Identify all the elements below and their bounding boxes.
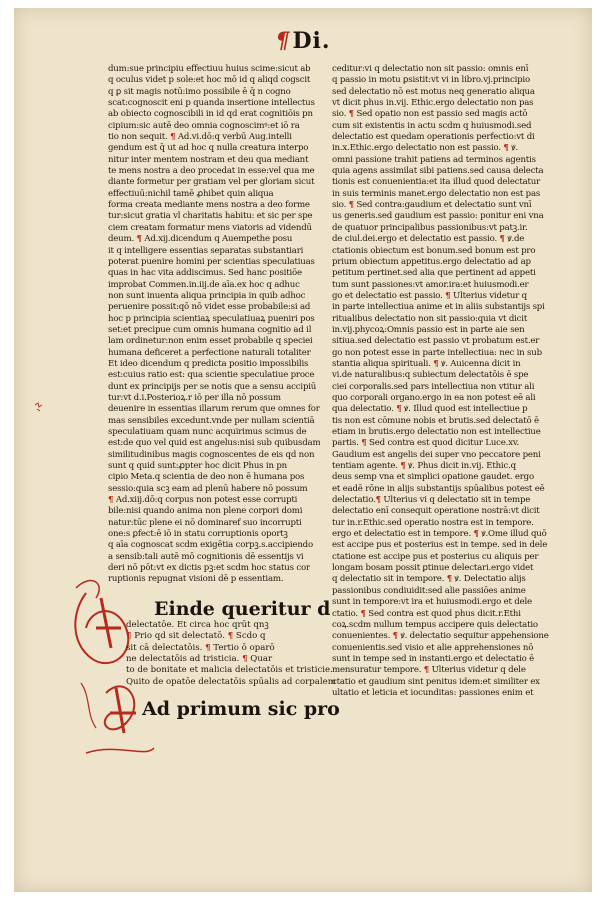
- right-column-line: delectatio enī consequit operatione nostrā:vt dicit: [332, 506, 540, 517]
- left-column-line: ab obiecto cognoscibili in id qd erat cognitiōis pn: [108, 109, 313, 120]
- right-column-line: sitiua.sed delectatio est passio vt probatum est.er: [332, 336, 540, 347]
- small-block-line: sit cā delectatōis. ¶ Tertio ō oparō: [126, 642, 275, 653]
- left-column-line: similitudinibus magis cognoscentes de eis qd non: [108, 449, 315, 460]
- right-column-line: delectatio.¶ Ulterius vi q delectatio sit in tempe: [332, 495, 531, 506]
- left-column-line: speculatiuam quam nunc acquirimus scimus de: [108, 427, 307, 437]
- right-column-line: ctatio. ¶ Sed contra est quod phus dicit.r.Ethi: [332, 608, 521, 619]
- right-column-line: q delectatio sit in tempore. ¶ ꝟ. Delectatio alijs: [332, 574, 526, 585]
- left-column-line: ruptionis repugnat visioni dē p essentiam.: [108, 574, 284, 585]
- left-column-line: humana deficeret a perfectione naturali totaliter: [108, 347, 311, 358]
- right-column-line: vi.de naturalibus:q subiectum delectatōis ē spe: [332, 370, 529, 381]
- right-column-line: etiam in brutis.ergo delectatio non est intellectiue: [332, 427, 541, 437]
- page-header: [14, 28, 592, 54]
- right-column-line: quia agens assimilat sibi patiens.sed causa delecta: [332, 166, 544, 177]
- left-column-line: cipio Meta.q scientia de deo non ē humana pos: [108, 472, 305, 483]
- right-column-line: tur in.r.Ethic.sed operatio nostra est in tempore.: [332, 517, 534, 528]
- small-block-line: to de bonitate et malicia delectatōis et tristicie.: [126, 665, 333, 676]
- left-column-line: diante formetur per gratiam vel per gloriam sicut: [108, 177, 315, 188]
- right-column-line: passionibus condiuidit:sed alie passiōes anime: [332, 585, 526, 596]
- right-column-line: quo corporali organo.ergo in ea non potest eē ali: [332, 392, 536, 403]
- left-column-line: quas in hac vita addiscimus. Sed hanc positiōe: [108, 268, 302, 279]
- right-column-line: in parte intellectiua anime et in aliis substantijs spi: [332, 302, 545, 313]
- left-column-line: cipium:sic autē deo omnia cognoscimꝰ:et iō ra: [108, 120, 300, 131]
- right-column-line: deus semp vna et simplici opatione gaudet. ergo: [332, 472, 534, 483]
- left-column-line: mas sensibiles excedunt.vnde per nullam scientiā: [108, 415, 315, 426]
- left-column-line: est:cuius ratio est: qua scientie speculatiue proce: [108, 370, 315, 381]
- left-column-line: tur:vt d.i.Posterioꝝ.r iō per illa nō possum: [108, 392, 281, 403]
- first-article-heading: Ad primum sic pro: [142, 698, 340, 720]
- left-column-line: tur:sicut gratia vl charitatis habitu: et sic per spe: [108, 211, 313, 222]
- right-column-line: ceditur:vi q delectatio non sit passio: omnis enī: [332, 64, 529, 74]
- left-column-line: ¶ Ad.xiij.dō:q corpus non potest esse corrupti: [108, 495, 298, 506]
- left-column-line: one:s ꝑfect:ē iō in statu corruptionis oportꝫ: [108, 529, 288, 540]
- right-column-line: in.vij.phycoꝝ:Omnis passio est in parte aie sen: [332, 324, 525, 335]
- right-column-line: sed delectatio nō est motus neq generatio aliqua: [332, 86, 535, 97]
- left-column-line: non sunt inuenta aliqua principia in quib adhoc: [108, 290, 306, 301]
- right-column-line: go non potest esse in parte intellectiua: nec in sub: [332, 347, 542, 358]
- right-column-line: us generis.sed gaudium est passio: ponitur eni vna: [332, 211, 544, 222]
- small-block-line: ne delectatōis ad tristicia. ¶ Quar: [126, 654, 273, 665]
- chapter-incipit: Einde queritur d: [154, 598, 331, 620]
- left-column-line: improbat Commen.in.iij.de aīa.ex hoc q adhuc: [108, 279, 300, 290]
- right-column-line: delectatio est quedam operationis perfectio:vt di: [332, 132, 535, 143]
- left-column-line: deum. ¶ Ad.xij.dicendum q Auempethe posu: [108, 234, 293, 245]
- left-column-line: est:de quo vel quid est angelus:nisi sub quibusdam: [108, 438, 320, 449]
- right-column-line: partis. ¶ Sed contra est quod dicitur Luce.xv.: [332, 438, 520, 449]
- right-column-line: sunt in tempore:vt ira et huiusmodi.ergo et dele: [332, 597, 532, 608]
- right-column-line: in suis terminis manet.ergo delectatio non est pas: [332, 188, 541, 199]
- right-column-line: ritualibus delectatio non sit passio:quia vt dicit: [332, 313, 528, 324]
- right-column-line: prium obiectum appetitus.ergo delectatio ad ap: [332, 256, 531, 267]
- right-column-line: mensuratur tempore. ¶ Ulterius videtur q dele: [332, 665, 526, 676]
- right-column-line: tentiam agente. ¶ ꝟ. Phus dicit in.vij. Ethic.q: [332, 461, 516, 472]
- right-column-line: qua delectatio. ¶ ꝟ. Illud quod est intellectiue p: [332, 404, 528, 415]
- left-column-line: tio non sequit. ¶ Ad.vi.dō:q verbū Aug.intelli: [108, 132, 292, 143]
- left-column-line: peruenire possit:qō nō videt esse probabile:si ad: [108, 302, 311, 313]
- right-column-line: ciei corporalis.sed pars intellectiua non vtitur ali: [332, 381, 535, 392]
- left-column-line: natur:tūc plene ei nō dominaref suo incorrupti: [108, 517, 302, 528]
- right-column-line: de quatuor principalibus passionibus:vt patꝫ.ir.: [332, 222, 528, 233]
- left-column-line: dunt ex principijs per se notis que a sensu accipiū: [108, 381, 317, 392]
- left-column-line: ciem creatam formatur mens viatoris ad videndū: [108, 222, 312, 233]
- left-column-line: a sensib:tali autē mō cognitionis dē essentijs vi: [108, 551, 304, 562]
- left-column-line: deri nō pōt:vt ex dictis pꝫ:et scdm hoc status cor: [108, 563, 310, 574]
- left-column-line: forma creata mediante mens nostra a deo forme: [108, 200, 310, 211]
- right-column-line: sunt in tempe sed in instanti.ergo et delectatio ē: [332, 653, 535, 664]
- right-column-line: tionis est conuenientia:et ita illud quod delectatur: [332, 177, 541, 188]
- right-column-line: ctatione est accipe pus et posterius cu aliquis per: [332, 551, 539, 562]
- right-column-line: stantia aliqua spirituali. ¶ ꝟ. Auicenna dicit in: [332, 358, 521, 369]
- page-title: Di.: [292, 28, 331, 54]
- left-column-line: hoc p principia scientiaꝝ speculatiuaꝝ pueniri pos: [108, 313, 315, 324]
- right-column-line: go et delectatio est passio. ¶ Ulterius videtur q: [332, 290, 527, 301]
- left-column-line: effectiuū:nichil tamē ꝓhibet quin aliqua: [108, 188, 274, 199]
- right-column-line: petitum pertinet.sed alia que pertinent ad appeti: [332, 268, 536, 279]
- left-column-line: set:et precipue cum omnis humana cognitio ad il: [108, 324, 312, 335]
- left-column-line: dum:sue principiu effectiuu huius scime:sicut ab: [108, 64, 311, 74]
- left-column-line: sessio:quia scꝫ eam ad plenū habere nō possum: [108, 483, 308, 494]
- right-column-line: de ciul.dei.ergo et delectatio est passio. ¶ ꝟ.de: [332, 234, 525, 245]
- right-column-line: q passio in motu ꝑsistit:vt vi in libro.vj.principio: [332, 75, 530, 86]
- left-column-line: gendum est q̄ ut ad hoc q nulla creatura interpo: [108, 143, 309, 154]
- left-column-line: te mens nostra a deo procedat in esse:vel qua me: [108, 166, 315, 177]
- right-column-line: conuenientis.sed visio et alie apprehensiones nō: [332, 642, 534, 653]
- left-column-line: it q intelligere essentias separatas substantiari: [108, 245, 304, 256]
- left-column-line: Et ideo dicendum q predicta positio impossibilis: [108, 358, 309, 369]
- right-column: [332, 64, 560, 699]
- right-column-line: vt dicit phus in.vij. Ethic.ergo delectatio non pas: [332, 98, 534, 109]
- right-column-line: in.x.Ethic.ergo delectatio non est passio. ¶ ꝟ.: [332, 143, 518, 154]
- left-column-line: bile:nisi quando anima non plene corpori domi: [108, 506, 303, 517]
- left-column-line: sunt q quid sunt:ꝓpter hoc dicit Phus in pn: [108, 461, 287, 472]
- right-column-line: Gaudium est angelis dei super vno peccatore peni: [332, 449, 541, 460]
- right-column-line: sio. ¶ Sed contra:gaudium et delectatio sunt vnī: [332, 200, 532, 211]
- left-column-line: q aīa cognoscat scdm exigētia corpꝫ.s.accipiendo: [108, 540, 313, 551]
- small-block-line: ¶ Prio qd sit delectatō. ¶ Scdo q: [126, 631, 266, 642]
- left-column-line: lam ordinetur:non enim esset probabile q speciei: [108, 336, 313, 347]
- right-column-line: cum sit existentis in actu scdm q huiusmodi.sed: [332, 120, 532, 131]
- left-column-line: nitur inter mentem nostram et deu qua mediant: [108, 154, 309, 165]
- right-column-line: ctationis obiectum est bonum.sed bonum est pro: [332, 245, 536, 256]
- left-column-line: q ꝑ sit magis notū:imo possibile ē q̄ n cogno: [108, 86, 291, 97]
- left-column: [108, 64, 320, 586]
- rubric-mark: ¶: [275, 28, 291, 54]
- left-column-line: deuenire in essentias illarum rerum que omnes for: [108, 404, 320, 415]
- right-column-line: tis non est cōmune nobis et brutis.sed delectatō ē: [332, 415, 539, 426]
- right-column-line: ultatio et leticia et iocunditas: passiones enim et: [332, 687, 534, 698]
- right-column-line: et eadē rōne in alijs substantijs spūalibus potest eē: [332, 483, 545, 494]
- left-column-line: scat:cognoscit eni p quanda insertione intellectus: [108, 98, 315, 109]
- small-block-line: delectatōe. Et circa hoc qrūt qnꝫ: [126, 620, 269, 630]
- left-column-line: q oculus videt p sole:et hoc mō id q aliqd cogscit: [108, 75, 311, 86]
- right-column-line: est accipe pus et posterius est in tempe. sed in dele: [332, 540, 548, 551]
- left-column-line: poterat puenire homini per scientias speculatiuas: [108, 256, 315, 267]
- right-column-line: tum sunt passiones:vt amor.ira:et huiusmodi.er: [332, 279, 529, 290]
- right-column-line: omni passione trahit patiens ad terminos agentis: [332, 154, 536, 165]
- question-list: [126, 620, 336, 688]
- right-column-line: sio. ¶ Sed opatio non est passio sed magis actō: [332, 109, 528, 120]
- right-column-line: ctatio et gaudium sint penitus idem:et similiter ex: [332, 676, 540, 687]
- small-block-line: Quito de opatōe delectatōis spūalis ad corpalem: [126, 676, 336, 687]
- marginal-note-icon: [34, 402, 44, 412]
- manuscript-page: [14, 8, 592, 892]
- right-column-line: conuenientes. ¶ ꝟ. delectatio sequitur appehensione: [332, 631, 549, 642]
- right-column-line: coꝝ.scdm nullum tempus accipere quis delectatio: [332, 619, 538, 630]
- right-column-line: longam bosam possit ꝑtinue delectari.ergo videt: [332, 563, 534, 574]
- right-column-line: ergo et delectatio est in tempore. ¶ ꝟ.Ome illud quō: [332, 529, 547, 540]
